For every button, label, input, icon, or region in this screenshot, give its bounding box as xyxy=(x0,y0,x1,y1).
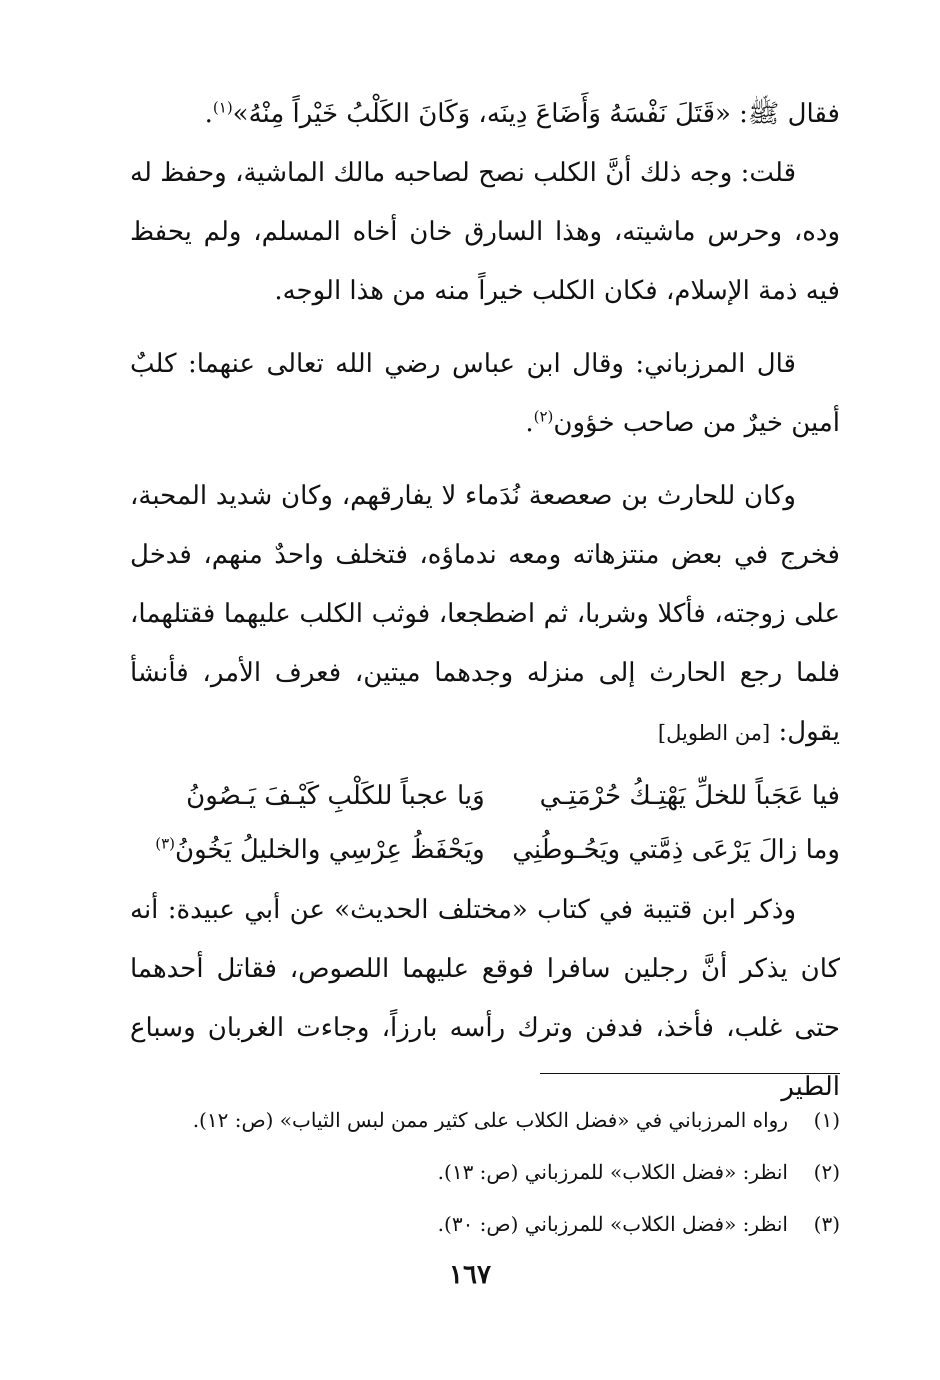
footnote-number: (٢) xyxy=(813,1160,840,1184)
verse-line xyxy=(130,823,840,877)
footnote-ref-1: (١) xyxy=(212,98,233,117)
verse-line xyxy=(130,769,840,823)
punctuation: . xyxy=(525,408,534,438)
paragraph-ibn-abbas-text: قال المرزباني: وقال ابن عباس رضي الله تعالى عنهما: كلبٌ أمين خيرٌ من صاحب خؤون xyxy=(130,349,840,438)
paragraph-harith-story xyxy=(130,467,840,763)
verse-second-hemistich xyxy=(130,769,505,823)
footnote-ref-2: (٢) xyxy=(533,407,554,426)
footnote-number: (١) xyxy=(813,1108,840,1132)
verse-second-text: وَيا عجباً للكَلْبِ كَيْـفَ يَـصُونُ xyxy=(186,781,485,811)
footnote-number: (٣) xyxy=(813,1212,840,1236)
verse-first-hemistich: وما زالَ يَرْعَى ذِمَّتي ويَحُـوطُنِي xyxy=(512,835,840,865)
footnote-item xyxy=(130,1094,840,1146)
poem-verses xyxy=(130,769,840,877)
paragraph-hadith-text: فقال ﷺ: «قَتَلَ نَفْسَهُ وَأَضَاعَ دِينَه، وَكَانَ الكَلْبُ خَيْراً مِنْهُ» xyxy=(232,99,840,129)
footnote-text: انظر: «فضل الكلاب» للمرزباني (ص: ١٣). xyxy=(437,1160,788,1184)
page-body xyxy=(130,85,840,1117)
paragraph-commentary: قلت: وجه ذلك أنَّ الكلب نصح لصاحبه مالك الماشية، وحفظ له وده، وحرس ماشيته، وهذا السارق خان أخاه المسلم، ولم يحفظ فيه ذمة الإسلام، فكان الكلب خيراً منه من هذا الوجه. xyxy=(130,158,840,306)
paragraph-ibn-abbas xyxy=(130,335,840,453)
footnote-item xyxy=(130,1146,840,1198)
verse-first-hemistich: فيا عَجَباً للخلِّ يَهْتِـكُ حُرْمَتِـي xyxy=(539,781,840,811)
footnote-text: انظر: «فضل الكلاب» للمرزباني (ص: ٣٠). xyxy=(437,1212,788,1236)
footnote-item xyxy=(130,1198,840,1250)
footnote-ref-3: (٣) xyxy=(155,834,176,853)
verse-second-hemistich xyxy=(130,823,505,877)
poetic-meter-label: [من الطويل] xyxy=(657,721,771,745)
paragraph-harith-text: وكان للحارث بن صعصعة نُدَماء لا يفارقهم، وكان شديد المحبة، فخرج في بعض منتزهاته ومعه ندماؤه، فتخلف واحدٌ منهم، فدخل على زوجته، فأكلا وشربا، ثم اضطجعا، فوثب الكلب عليهما فقتلهما، فلما رجع الحارث إلى منزله وجدهما ميتين، فعرف الأمر، فأنشأ يقول: xyxy=(130,481,840,747)
punctuation: . xyxy=(204,99,213,129)
paragraph-ibn-qutaybah: وذكر ابن قتيبة في كتاب «مختلف الحديث» عن أبي عبيدة: أنه كان يذكر أنَّ رجلين سافرا فوقع عليهما اللصوص، فقاتل أحدهما حتى غلب، فأخذ، فدفن وترك رأسه بارزاً، وجاءت الغربان وسباع الطير xyxy=(130,895,840,1102)
footnote-divider xyxy=(540,1073,840,1074)
page-number: ١٦٧ xyxy=(449,1260,491,1290)
verse-second-text: ويَحْفَظُ عِرْسِي والخليلُ يَخُونُ xyxy=(175,835,485,865)
footnotes xyxy=(130,1094,840,1250)
footnote-text: رواه المرزباني في «فضل الكلاب على كثير ممن لبس الثياب» (ص: ١٢). xyxy=(192,1108,788,1132)
paragraph-hadith xyxy=(130,85,840,144)
